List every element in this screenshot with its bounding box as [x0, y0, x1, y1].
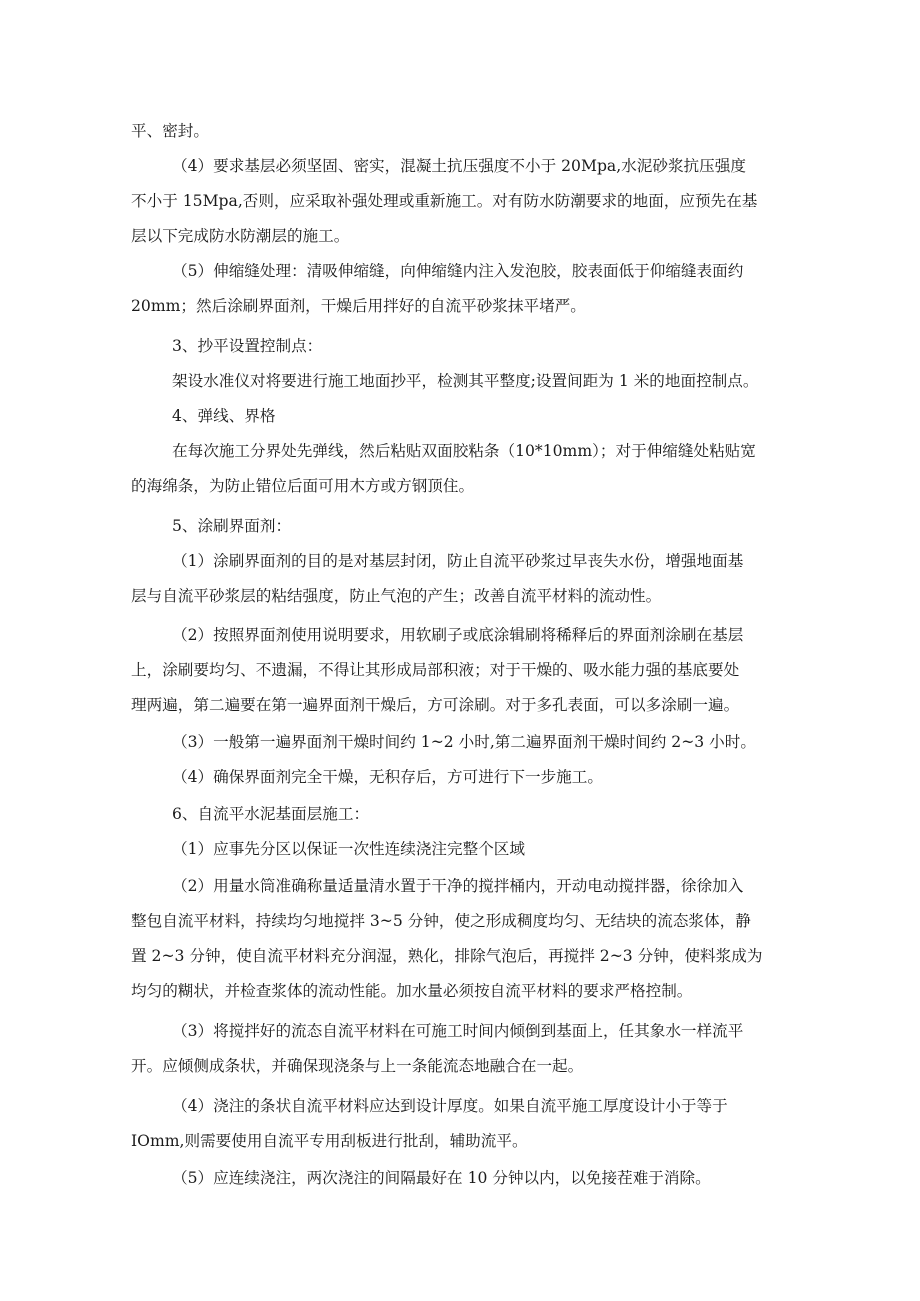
section-heading: 5、涂刷界面剂：	[172, 517, 292, 535]
text-line: （4）浇注的条状自流平材料应达到设计厚度。如果自流平施工厚度设计小于等于	[172, 1097, 728, 1115]
text-line: 上，涂刷要均匀、不遗漏，不得让其形成局部积液；对于干燥的、吸水能力强的基底要处	[131, 661, 740, 679]
text-line: 不小于 15Mpa,否则，应采取补强处理或重新施工。对有防水防潮要求的地面，应预先在基	[131, 192, 758, 210]
text-line: （2）按照界面剂使用说明要求，用软刷子或底涂辑刷将稀释后的界面剂涂刷在基层	[172, 626, 744, 644]
text-line: 整包自流平材料，持续均匀地搅拌 3~5 分钟，使之形成稠度均匀、无结块的流态浆体，静	[131, 912, 751, 930]
text-line: （5）应连续浇注，两次浇注的间隔最好在 10 分钟以内，以免接茬难于消除。	[172, 1169, 711, 1187]
text-line: 架设水准仪对将要进行施工地面抄平，检测其平整度;设置间距为 1 米的地面控制点。	[172, 372, 759, 390]
text-line: 的海绵条，为防止错位后面可用木方或方钢顶住。	[131, 477, 475, 495]
text-line: 开。应倾侧成条状，并确保现浇条与上一条能流态地融合在一起。	[131, 1057, 584, 1075]
text-line: （1）涂刷界面剂的目的是对基层封闭，防止自流平砂浆过早丧失水份，增强地面基	[172, 552, 744, 570]
text-line: 置 2~3 分钟，使自流平材料充分润湿，熟化，排除气泡后，再搅拌 2~3 分钟，使料浆成为	[131, 947, 763, 965]
text-line: （1）应事先分区以保证一次性连续浇注完整个区域	[172, 840, 525, 858]
text-line: 平、密封。	[131, 122, 209, 140]
section-heading: 6、自流平水泥基面层施工：	[172, 805, 370, 823]
text-line: 层与自流平砂浆层的粘结强度，防止气泡的产生；改善自流平材料的流动性。	[131, 587, 662, 605]
text-line: 均匀的糊状，并检查浆体的流动性能。加水量必须按自流平材料的要求严格控制。	[131, 982, 693, 1000]
section-heading: 4、弹线、界格	[172, 407, 276, 425]
text-line: 层以下完成防水防潮层的施工。	[131, 227, 350, 245]
text-line: 理两遍，第二遍要在第一遍界面剂干燥后，方可涂刷。对于多孔表面，可以多涂刷一遍。	[131, 696, 740, 714]
text-line: IOmm,则需要使用自流平专用刮板进行批刮，辅助流平。	[131, 1132, 528, 1150]
text-line: （2）用量水筒准确称量适量清水置于干净的搅拌桶内，开动电动搅拌器，徐徐加入	[172, 877, 744, 895]
text-line: （5）伸缩缝处理：清吸伸缩缝，向伸缩缝内注入发泡胶，胶表面低于仰缩缝表面约	[172, 262, 744, 280]
section-heading: 3、抄平设置控制点：	[172, 337, 323, 355]
text-line: 20mm；然后涂刷界面剂，干燥后用拌好的自流平砂浆抹平堵严。	[131, 297, 586, 315]
text-line: （4）确保界面剂完全干燥，无积存后，方可进行下一步施工。	[172, 768, 603, 786]
text-line: （3）将搅拌好的流态自流平材料在可施工时间内倾倒到基面上，任其象水一样流平	[172, 1022, 744, 1040]
text-line: 在每次施工分界处先弹线，然后粘贴双面胶粘条（10*10mm）；对于伸缩缝处粘贴宽	[172, 442, 756, 460]
text-line: （4）要求基层必须坚固、密实，混凝土抗压强度不小于 20Mpa,水泥砂浆抗压强度	[172, 157, 746, 175]
text-line: （3）一般第一遍界面剂干燥时间约 1~2 小时,第二遍界面剂干燥时间约 2~3 小时。	[172, 733, 756, 751]
